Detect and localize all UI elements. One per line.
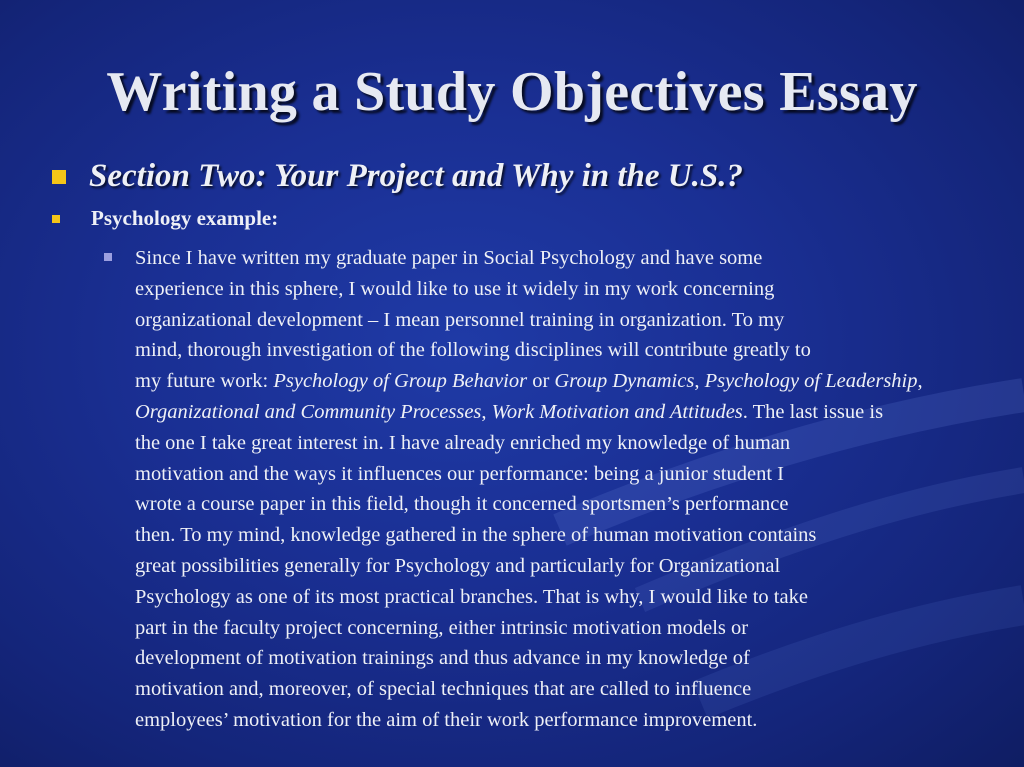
paragraph-line: mind, thorough investigation of the following disciplines will contribute greatly to [135,339,811,362]
paragraph-line: Since I have written my graduate paper in Social Psychology and have some [135,247,763,269]
paragraph-line: organizational development – I mean personnel training in organization. To my [135,308,785,331]
paragraph-line: experience in this sphere, I would like to use it widely in my work concerning [135,277,775,300]
discipline-leadership: Psychology of Leadership [704,370,918,393]
bullet-square-icon [52,170,66,184]
line-text: , [694,370,705,393]
discipline-group-behavior: Psychology of Group Behavior [273,370,528,393]
essay-paragraph [135,243,984,736]
paragraph-line: then. To my mind, knowledge gathered in the sphere of human motivation contains [135,524,817,547]
paragraph-line: part in the faculty project concerning, either intrinsic motivation models or [135,616,749,639]
paragraph-line: employees’ motivation for the aim of their work performance improvement. [135,708,758,731]
paragraph-line: development of motivation trainings and thus advance in my knowledge of [135,647,750,670]
line-text: , [917,370,923,393]
bullet-square-icon [52,215,60,223]
discipline-group-dynamics: Group Dynamics [554,370,695,393]
paragraph-line: the one I take great interest in. I have already enriched my knowledge of human [135,431,791,454]
discipline-organizational-community: Organizational and Community Processes [135,400,482,423]
discipline-work-motivation: Work Motivation and Attitudes [491,400,743,423]
paragraph-line: great possibilities generally for Psychology and particularly for Organizational [135,554,781,577]
essay-paragraph-bullet [104,243,984,736]
paragraph-line [135,397,984,428]
paragraph-line: wrote a course paper in this field, though it concerned sportsmen’s performance [135,493,789,516]
line-text: my future work: [135,370,274,393]
line-text: or [527,370,555,393]
sub-bullet-square-icon [104,253,112,261]
slide-title: Writing a Study Objectives Essay [106,61,918,123]
paragraph-line: Psychology as one of its most practical branches. That is why, I would like to take [135,585,808,608]
paragraph-line: motivation and, moreover, of special techniques that are called to influence [135,678,752,701]
section-heading-bullet [52,158,992,195]
line-text: , [481,400,492,423]
example-label: Psychology example: [91,206,279,230]
section-heading: Section Two: Your Project and Why in the U.S.? [89,158,743,194]
line-text: . The last issue is [742,400,884,423]
paragraph-line [135,366,984,397]
example-label-bullet [52,206,278,231]
paragraph-line: motivation and the ways it influences our performance: being a junior student I [135,462,784,485]
